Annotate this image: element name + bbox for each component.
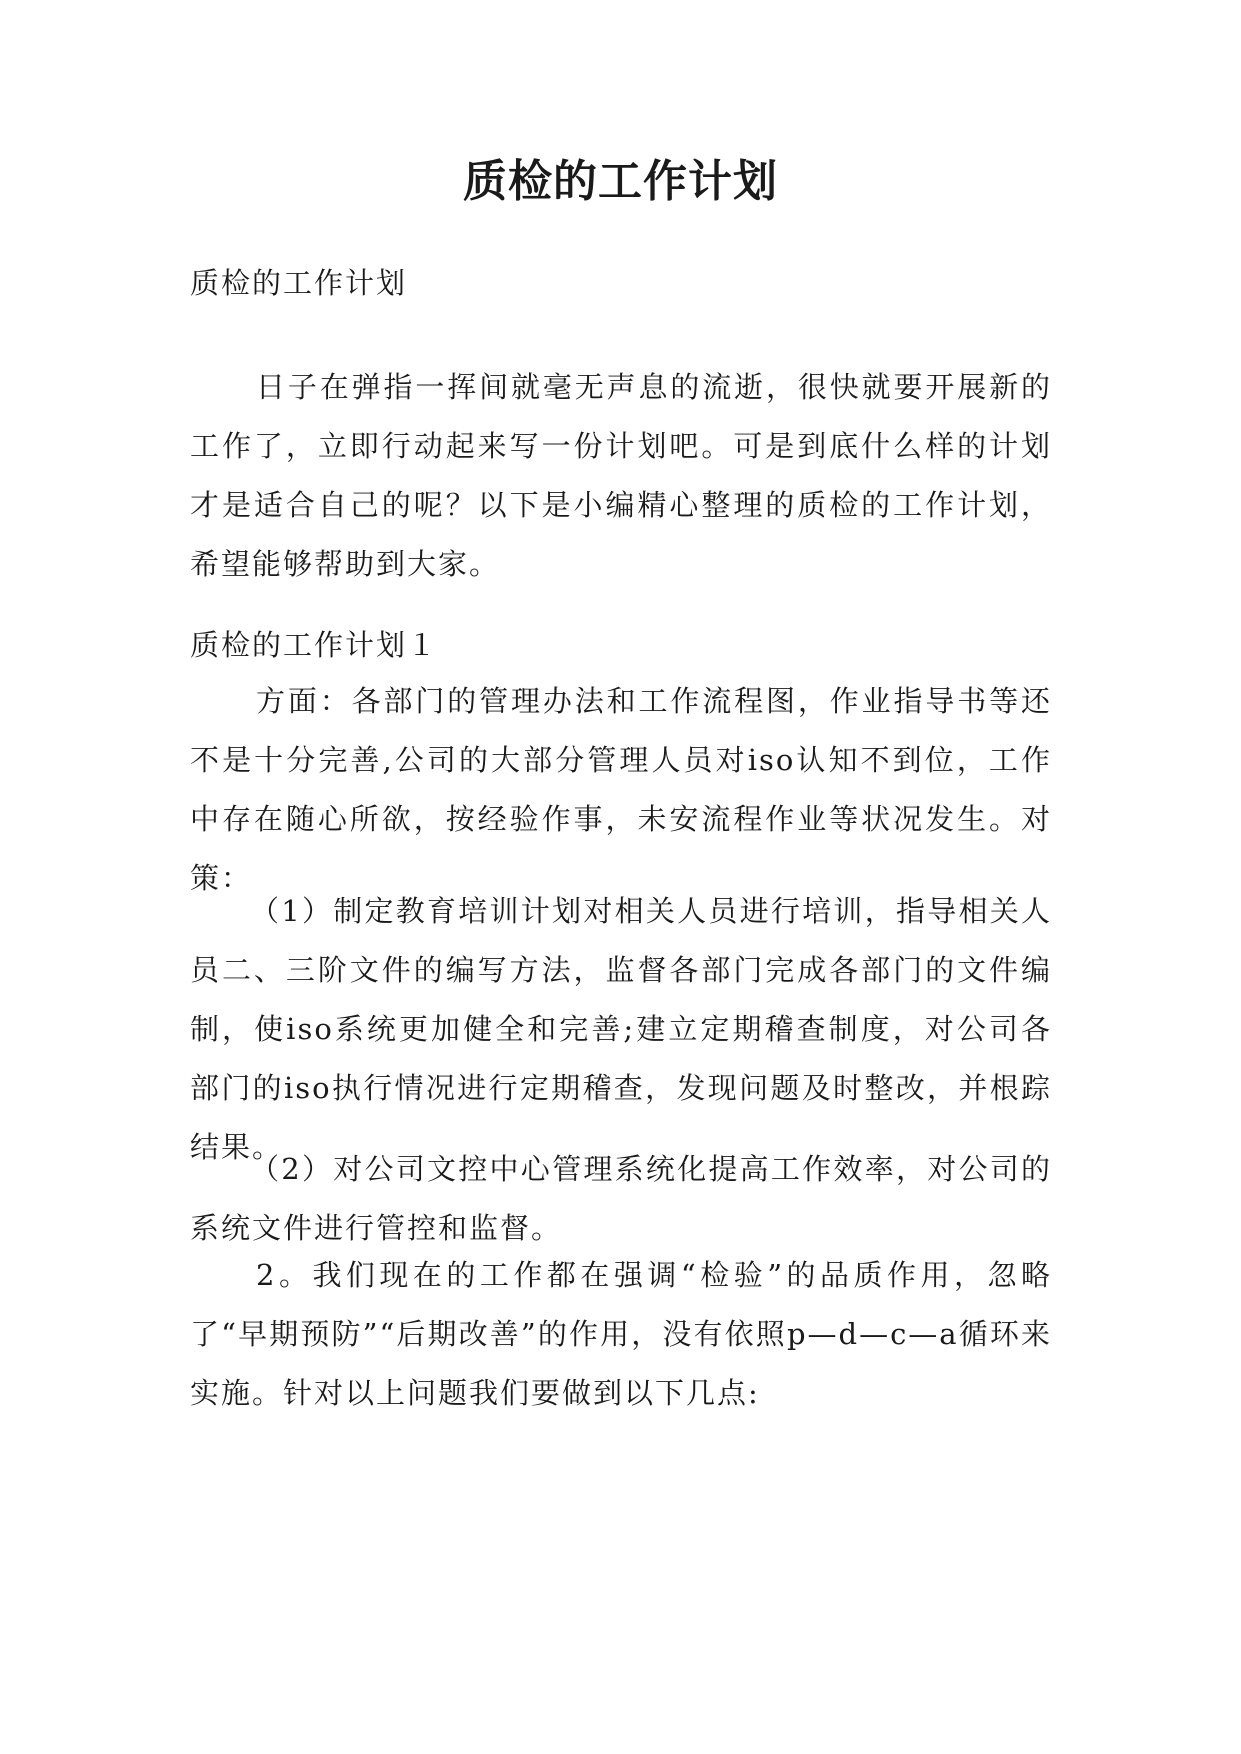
document-title: 质检的工作计划: [463, 156, 778, 207]
measure-paragraph-1: （1）制定教育培训计划对相关人员进行培训，指导相关人员二、三阶文件的编写方法，监督各部门完成各部门的文件编制，使iso系统更加健全和完善;建立定期稽查制度，对公司各部门的iso执行情况进行定期稽查，发现问题及时整改，并根踪结果。: [190, 894, 1052, 1164]
point-2-paragraph: 2。我们现在的工作都在强调“检验”的品质作用，忽略了“早期预防”“后期改善”的作用，没有依照p—d—c—a循环来实施。针对以上问题我们要做到以下几点:: [190, 1258, 1052, 1410]
problem-paragraph: 方面：各部门的管理办法和工作流程图，作业指导书等还不是十分完善,公司的大部分管理人员对iso认知不到位，工作中存在随心所欲，按经验作事，未安流程作业等状况发生。对策：: [190, 684, 1052, 895]
plan-heading-1: 质检的工作计划１: [190, 628, 439, 662]
intro-paragraph: 日子在弹指一挥间就毫无声息的流逝，很快就要开展新的工作了，立即行动起来写一份计划吧。可是到底什么样的计划才是适合自己的呢？以下是小编精心整理的质检的工作计划，希望能够帮助到大家。: [190, 370, 1052, 581]
measure-paragraph-2: （2）对公司文控中心管理系统化提高工作效率，对公司的系统文件进行管控和监督。: [190, 1152, 1052, 1245]
section-heading: 质检的工作计划: [190, 266, 408, 300]
